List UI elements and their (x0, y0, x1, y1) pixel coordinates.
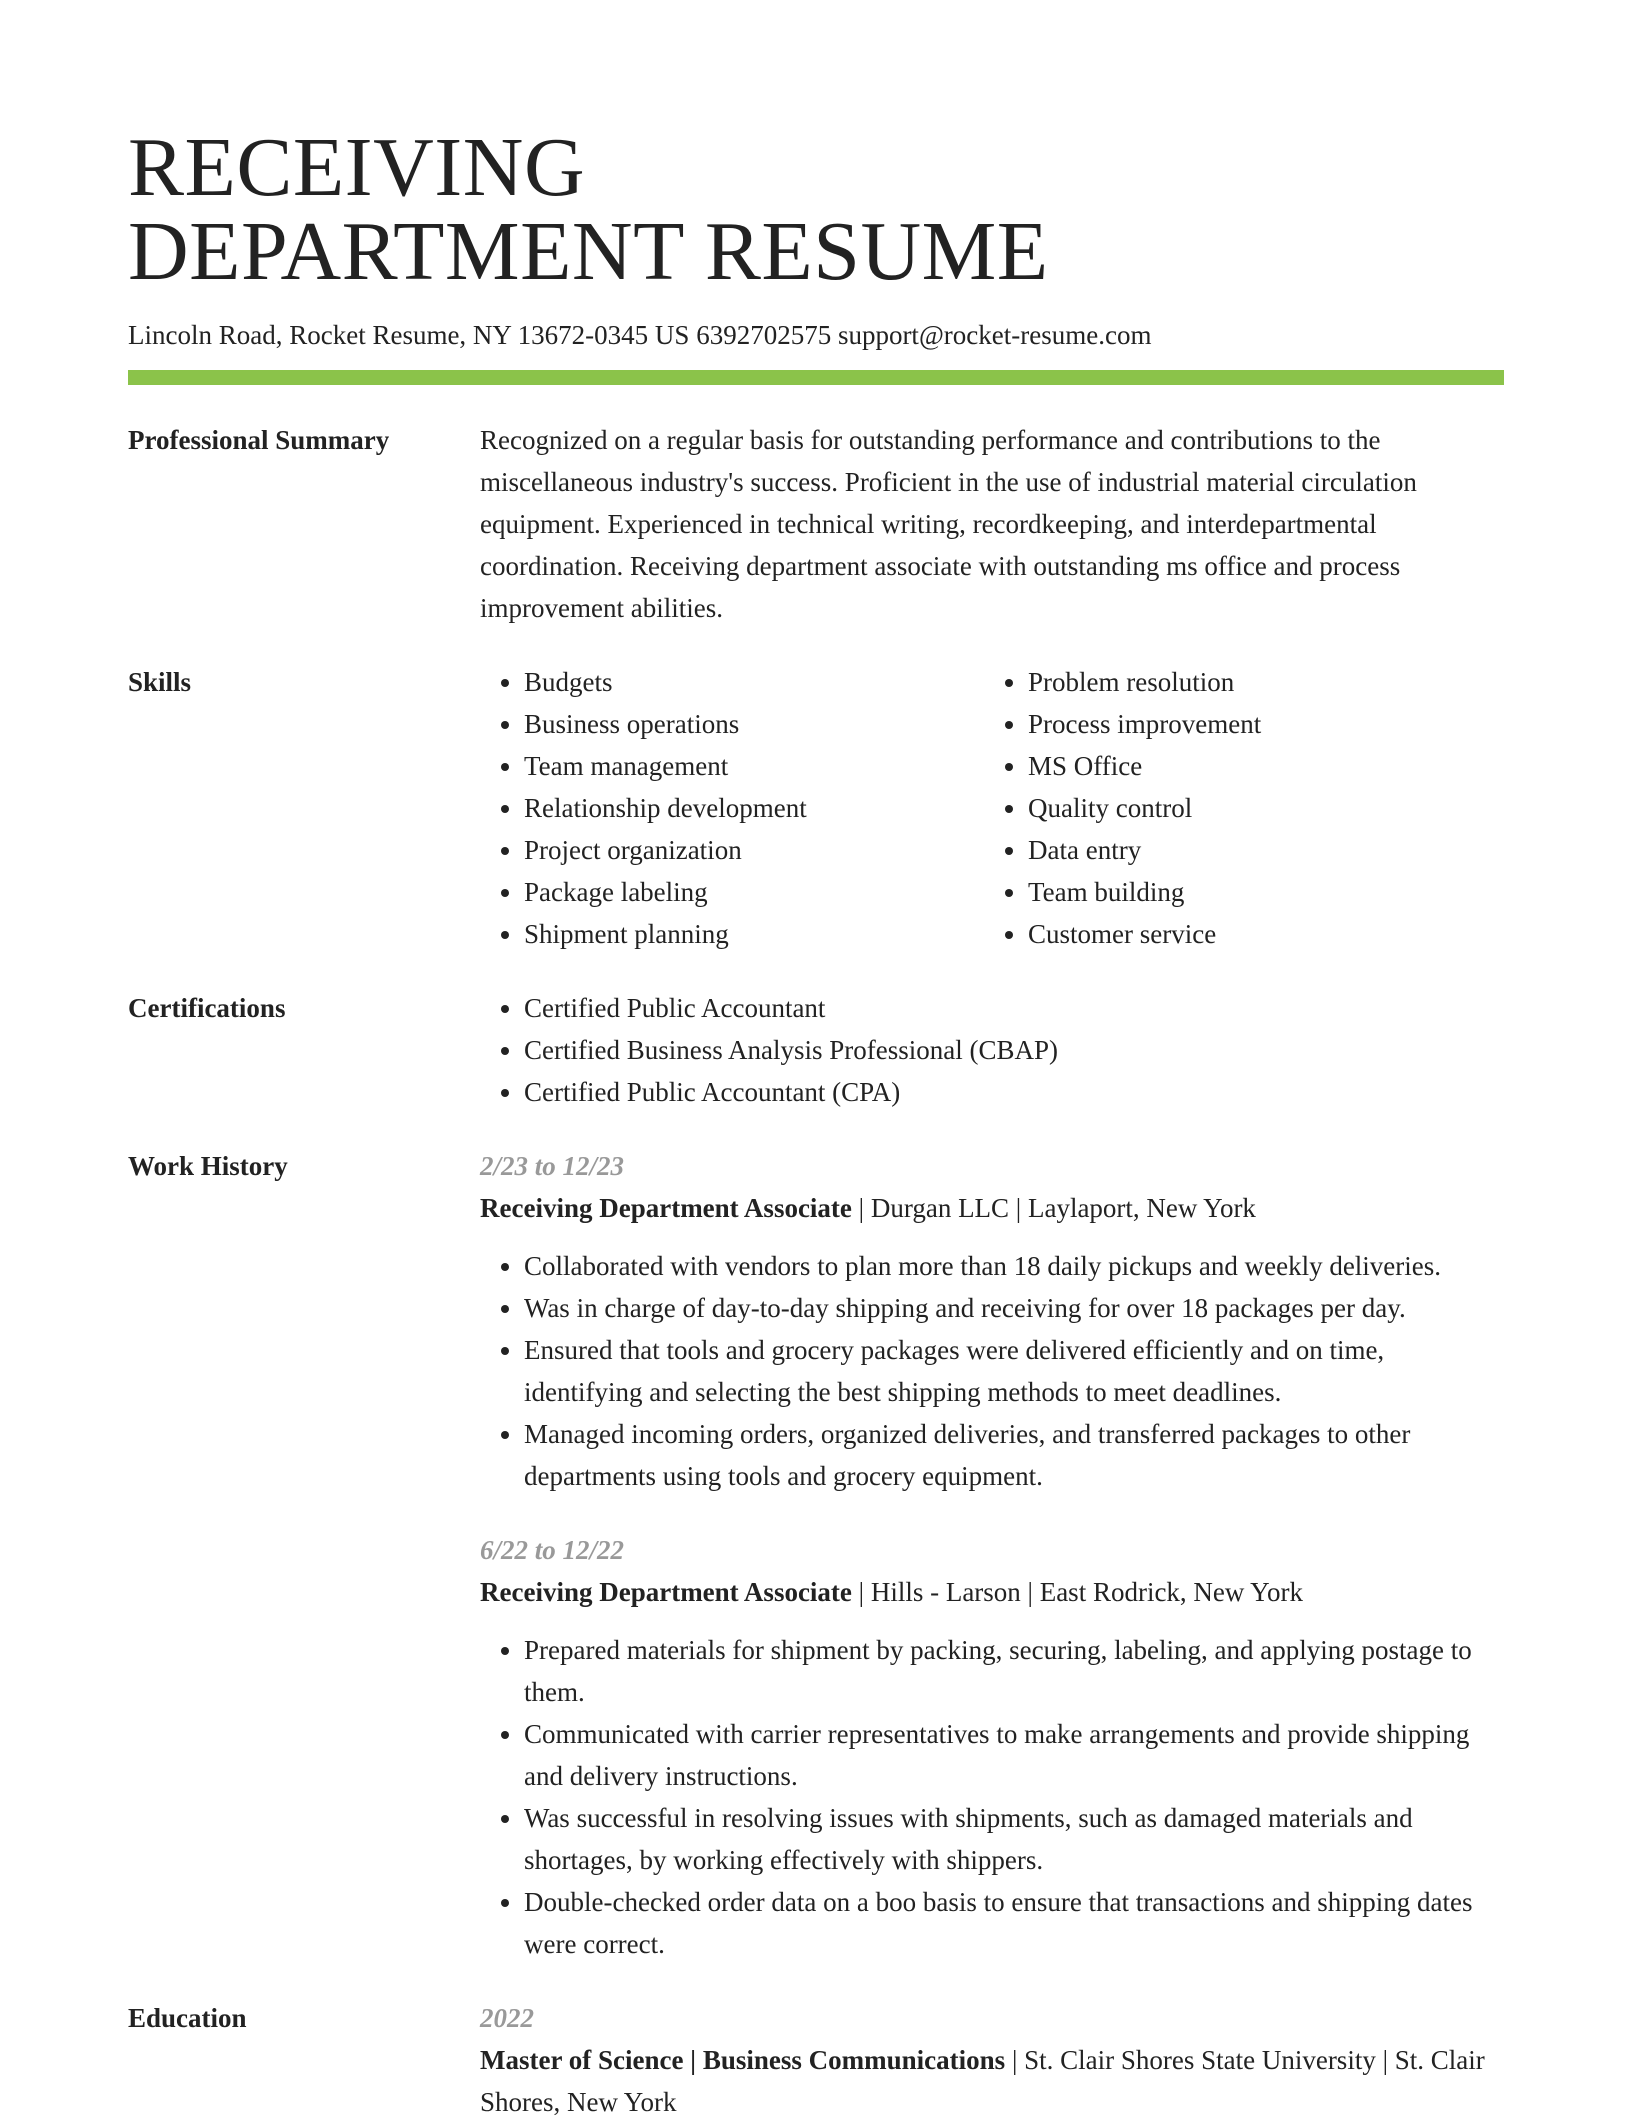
education-section (128, 1997, 1504, 2123)
skills-heading: Skills (128, 667, 192, 697)
job-bullets (480, 1245, 1504, 1497)
contact-email: support@rocket-resume.com (837, 320, 1152, 350)
skills-list-right (984, 661, 1488, 955)
summary-section (128, 419, 1504, 629)
job-bullets (480, 1629, 1504, 1965)
job-dates: 6/22 to 12/22 (480, 1535, 625, 1565)
certification-item: • Certified Business Analysis Professional (CBAP) (524, 1029, 1504, 1071)
education-year: 2022 (480, 2003, 534, 2033)
skill-item: • Shipment planning (524, 913, 984, 955)
job-employer: | Durgan LLC | Laylaport, New York (851, 1193, 1256, 1223)
skills-list-left (480, 661, 984, 955)
skill-item: • Package labeling (524, 871, 984, 913)
certifications-heading: Certifications (128, 993, 286, 1023)
skill-item: • Business operations (524, 703, 984, 745)
skill-item: • Team management (524, 745, 984, 787)
job-entry (480, 1145, 1504, 1497)
job-bullet: • Ensured that tools and grocery packages were delivered efficiently and on time, identifying and selecting the best shipping methods to meet deadlines. (524, 1329, 1504, 1413)
accent-divider (128, 370, 1504, 385)
education-school: | St. Clair Shores State University | St. Clair Shores, New York (480, 2045, 1485, 2117)
summary-heading: Professional Summary (128, 425, 390, 455)
skill-item: • Problem resolution (1028, 661, 1488, 703)
job-bullet: • Prepared materials for shipment by packing, securing, labeling, and applying postage to them. (524, 1629, 1504, 1713)
job-dates: 2/23 to 12/23 (480, 1151, 625, 1181)
job-title-line (480, 1571, 1504, 1613)
work-history-section (128, 1145, 1504, 1965)
job-entry (480, 1529, 1504, 1965)
certification-item: • Certified Public Accountant (CPA) (524, 1071, 1504, 1113)
skill-item: • Project organization (524, 829, 984, 871)
contact-address: Lincoln Road, Rocket Resume, NY 13672-0345 US (128, 320, 690, 350)
certification-item: • Certified Public Accountant (524, 987, 1504, 1029)
education-line (480, 2039, 1504, 2123)
certifications-section (128, 987, 1504, 1113)
job-bullet: • Managed incoming orders, organized deliveries, and transferred packages to other departments using tools and grocery equipment. (524, 1413, 1504, 1497)
job-bullet: • Collaborated with vendors to plan more than 18 daily pickups and weekly deliveries. (524, 1245, 1504, 1287)
education-heading: Education (128, 2003, 247, 2033)
job-bullet: • Was in charge of day-to-day shipping and receiving for over 18 packages per day. (524, 1287, 1504, 1329)
job-bullet: • Communicated with carrier representatives to make arrangements and provide shipping and delivery instructions. (524, 1713, 1504, 1797)
job-bullet: • Was successful in resolving issues with shipments, such as damaged materials and shortages, by working effectively with shippers. (524, 1797, 1504, 1881)
work-history-heading: Work History (128, 1151, 288, 1181)
job-employer: | Hills - Larson | East Rodrick, New York (851, 1577, 1303, 1607)
job-title-line (480, 1187, 1504, 1229)
title-line-2: DEPARTMENT RESUME (128, 205, 1049, 298)
education-degree: Master of Science | Business Communications (480, 2045, 1006, 2075)
skill-item: • Relationship development (524, 787, 984, 829)
skills-section (128, 661, 1504, 955)
skill-item: • Budgets (524, 661, 984, 703)
job-role: Receiving Department Associate (480, 1577, 852, 1607)
skill-item: • Data entry (1028, 829, 1488, 871)
certifications-list (480, 987, 1504, 1113)
skill-item: • MS Office (1028, 745, 1488, 787)
summary-text: Recognized on a regular basis for outstanding performance and contributions to the miscellaneous industry's success. Proficient in the use of industrial material circulation equipment. Experienced in technical writing, recordkeeping, and interdepartmental coordination. Receiving department associate with outstanding ms office and process improvement abilities. (480, 425, 1417, 623)
skill-item: • Team building (1028, 871, 1488, 913)
job-role: Receiving Department Associate (480, 1193, 852, 1223)
resume-page (128, 0, 1504, 2123)
title-line-1: RECEIVING (128, 121, 586, 214)
skill-item: • Process improvement (1028, 703, 1488, 745)
contact-phone: 6392702575 (696, 320, 832, 350)
skill-item: • Quality control (1028, 787, 1488, 829)
page-title (128, 0, 1504, 298)
job-bullet: • Double-checked order data on a boo basis to ensure that transactions and shipping dates were correct. (524, 1881, 1504, 1965)
skill-item: • Customer service (1028, 913, 1488, 955)
contact-line (128, 318, 1504, 352)
